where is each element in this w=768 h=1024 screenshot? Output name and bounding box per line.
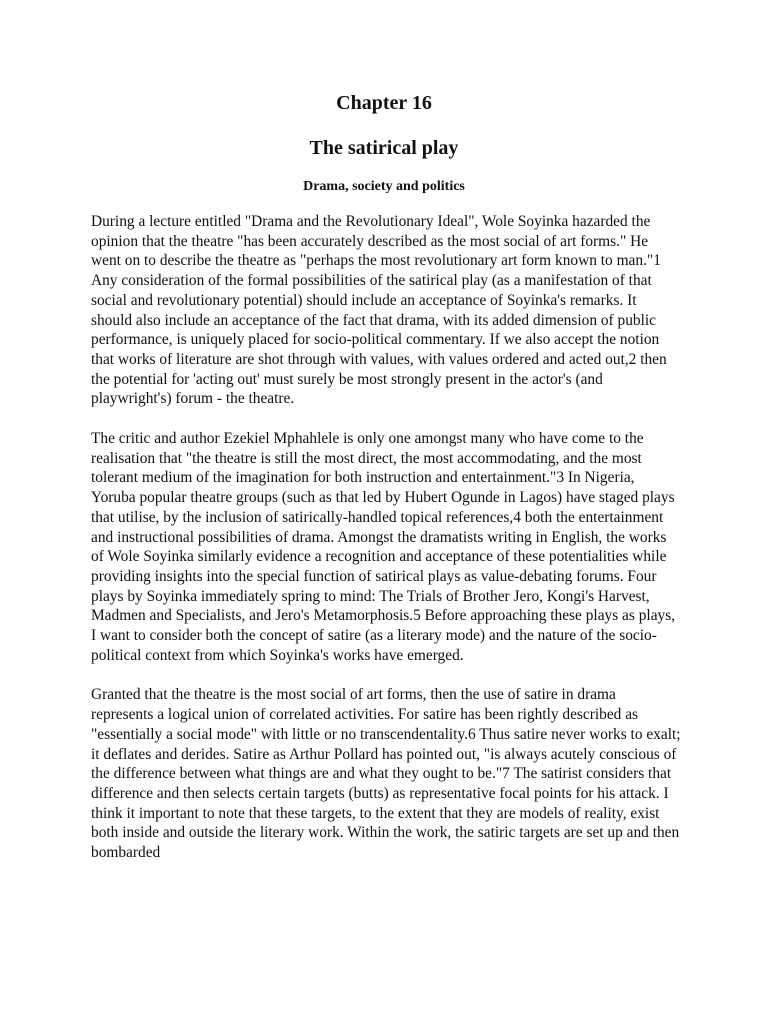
paragraph-1: During a lecture entitled "Drama and the Revolutionary Ideal", Wole Soyinka hazarded the opinion that the theatre "has been accurately described as the most social of art forms." He went on to describe the theatre as "perhaps the most revolutionary art form known to man."1 Any consideration of the formal possibilities of the satirical play (as a manifestation of that social and revolutionary potential) should include an acceptance of Soyinka's remarks. It should also include an acceptance of the fact that drama, with its added dimension of public performance, is uniquely placed for socio-political commentary. If we also accept the notion that works of literature are shot through with values, with values ordered and acted out,2 then the potential for 'acting out' must surely be most strongly present in the actor's (and playwright's) forum - the theatre. bbox=[91, 213, 667, 408]
paragraph-2: The critic and author Ezekiel Mphahlele is only one amongst many who have come to the realisation that "the theatre is still the most direct, the most accommodating, and the most tolerant medium of the imagination for both instruction and entertainment."3 In Nigeria, Yoruba popular theatre groups (such as that led by Hubert Ogunde in Lagos) have staged plays that utilise, by the inclusion of satirically-handled topical references,4 both the entertainment and instructional possibilities of drama. Amongst the dramatists writing in English, the works of Wole Soyinka similarly evidence a recognition and acceptance of these potentialities while providing insights into the special function of satirical plays as value-debating forums. Four plays by Soyinka immediately spring to mind: The Trials of Brother Jero, Kongi's Harvest, Madmen and Specialists, and Jero's Metamorphosis.5 Before approaching these plays as plays, I want to consider both the concept of satire (as a literary mode) and the nature of the socio-political context from which Soyinka's works have emerged. bbox=[91, 430, 676, 664]
chapter-heading: Chapter 16 bbox=[336, 92, 432, 114]
paragraph-3: Granted that the theatre is the most social of art forms, then the use of satire in drama represents a logical union of correlated activities. For satire has been rightly described as "essentially a social mode" with little or no transcendentality.6 Thus satire never works to exalt; it deflates and derides. Satire as Arthur Pollard has pointed out, "is always acutely conscious of the difference between what things are and what they ought to be."7 The satirist considers that difference and then selects certain targets (butts) as representative focal points for his attack. I think it important to note that these targets, to the extent that they are models of reality, exist both inside and outside the literary work. Within the work, the satiric targets are set up and then bombarded bbox=[91, 686, 681, 862]
section-heading: Drama, society and politics bbox=[303, 179, 465, 194]
chapter-title: The satirical play bbox=[309, 137, 459, 159]
body-text bbox=[91, 212, 681, 883]
